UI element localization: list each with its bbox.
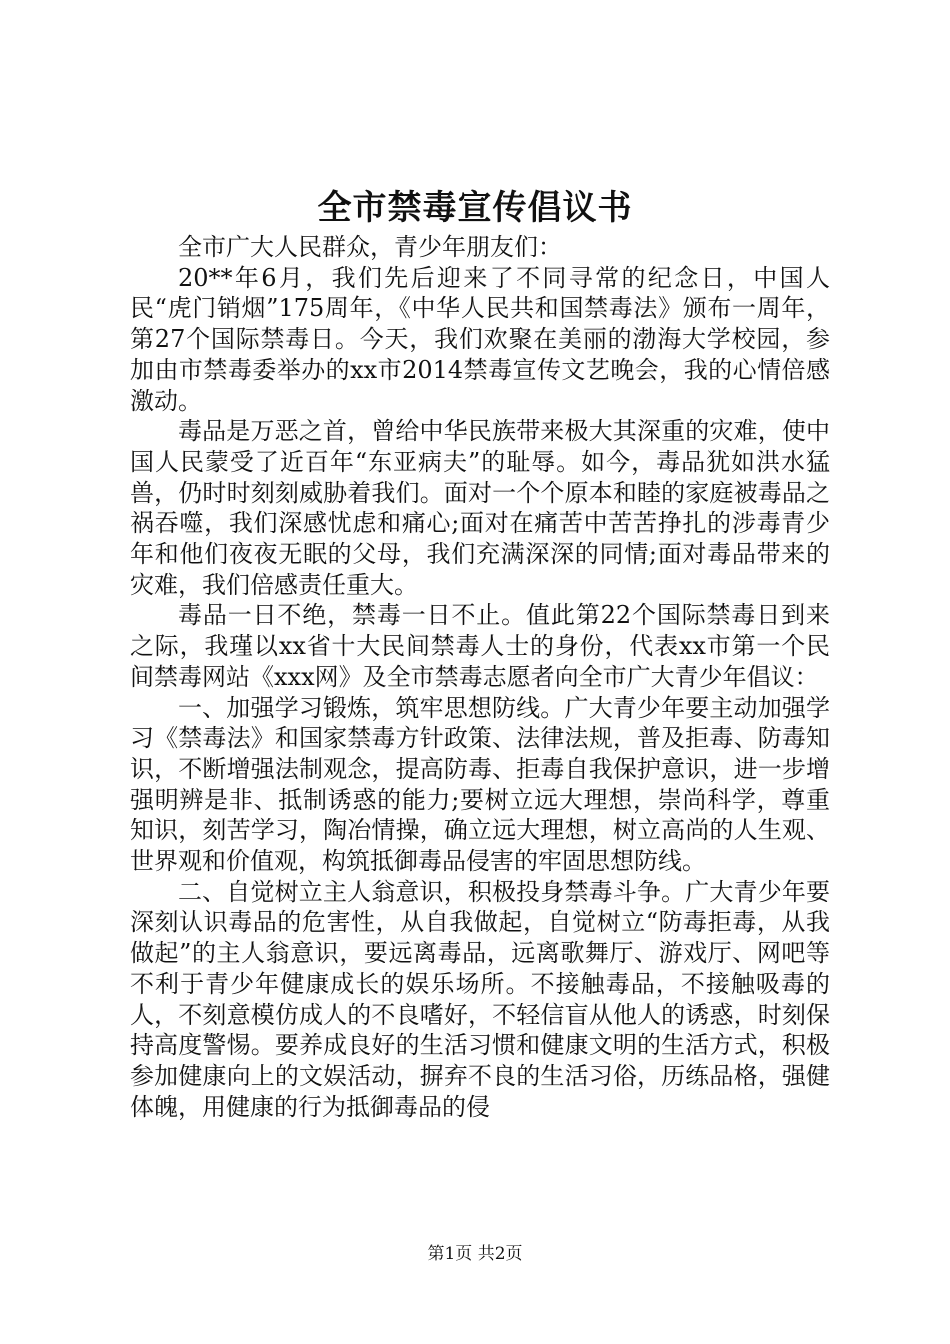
body-paragraph: 二、自觉树立主人翁意识，积极投身禁毒斗争。广大青少年要深刻认识毒品的危害性，从自我做起，自觉树立“防毒拒毒，从我做起”的主人翁意识，要远离毒品，远离歌舞厅、游戏厅、网吧等不利于青少年健康成长的娱乐场所。不接触毒品，不接触吸毒的人，不刻意模仿成人的不良嗜好，不轻信盲从他人的诱惑，时刻保持高度警惕。要养成良好的生活习惯和健康文明的生活方式，积极参加健康向上的文娱活动，摒弃不良的生活习俗，历练品格，强健体魄，用健康的行为抵御毒品的侵 <box>130 877 830 1121</box>
document-title: 全市禁毒宣传倡议书 <box>317 188 633 228</box>
salutation-paragraph: 全市广大人民群众，青少年朋友们： <box>178 233 562 261</box>
body-paragraph: 20**年6月，我们先后迎来了不同寻常的纪念日，中国人民“虎门销烟”175周年，《中华人民共和国禁毒法》颁布一周年，第27个国际禁毒日。今天，我们欢聚在美丽的渤海大学校园，参加由市禁毒委举办的xx市2014禁毒宣传文艺晚会，我的心情倍感激动。 <box>130 263 830 415</box>
document-body <box>130 232 830 1122</box>
body-paragraph: 毒品是万恶之首，曾给中华民族带来极大其深重的灾难，使中国人民蒙受了近百年“东亚病夫”的耻辱。如今，毒品犹如洪水猛兽，仍时时刻刻威胁着我们。面对一个个原本和睦的家庭被毒品之祸吞噬，我们深感忧虑和痛心;面对在痛苦中苦苦挣扎的涉毒青少年和他们夜夜无眠的父母，我们充满深深的同情;面对毒品带来的灾难，我们倍感责任重大。 <box>130 417 830 599</box>
body-paragraph: 毒品一日不绝，禁毒一日不止。值此第22个国际禁毒日到来之际，我瑾以xx省十大民间禁毒人士的身份，代表xx市第一个民间禁毒网站《xxx网》及全市禁毒志愿者向全市广大青少年倡议： <box>130 601 830 691</box>
page-number: 第1页 共2页 <box>427 1244 523 1264</box>
body-paragraph: 一、加强学习锻炼，筑牢思想防线。广大青少年要主动加强学习《禁毒法》和国家禁毒方针政策、法律法规，普及拒毒、防毒知识，不断增强法制观念，提高防毒、拒毒自我保护意识，进一步增强明辨是非、抵制诱惑的能力;要树立远大理想，崇尚科学，尊重知识，刻苦学习，陶冶情操，确立远大理想，树立高尚的人生观、世界观和价值观，构筑抵御毒品侵害的牢固思想防线。 <box>130 693 830 876</box>
